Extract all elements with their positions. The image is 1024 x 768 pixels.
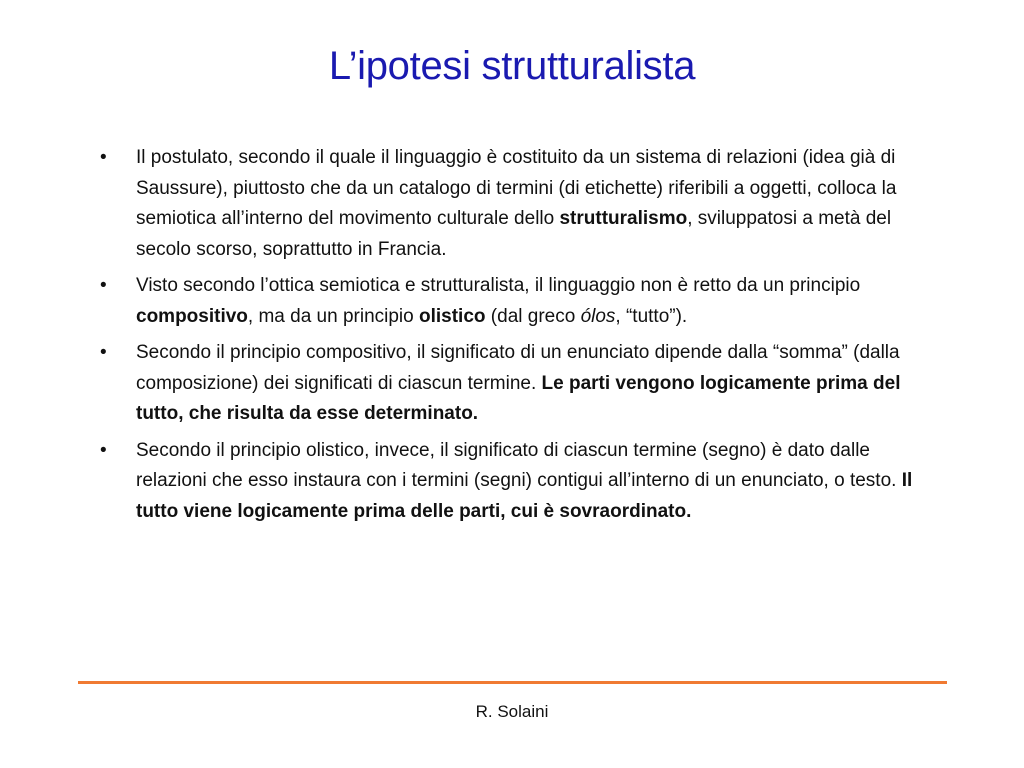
- bullet-dot-icon: •: [100, 147, 107, 168]
- bullet-3-bold-conclusion: Le parti vengono logicamente prima del tutto, che risulta da esse determinato.: [136, 372, 901, 424]
- bullet-2-bold-olistico: olistico: [419, 305, 486, 327]
- footer-author: R. Solaini: [475, 702, 549, 721]
- bullet-2-bold-compositivo: compositivo: [136, 305, 248, 327]
- bullet-dot-icon: •: [100, 342, 107, 363]
- footer-divider: [78, 681, 947, 684]
- bullet-4-bold-conclusion: Il tutto viene logicamente prima delle parti, cui è sovraordinato.: [136, 470, 913, 522]
- slide-title: L’ipotesi strutturalista: [328, 44, 696, 88]
- bullet-1-bold-term: strutturalismo: [559, 208, 688, 229]
- bullet-1-text: Il postulato, secondo il quale il linguaggio è costituito da un sistema di relazioni (idea già di Saussure), piuttosto che da un catalogo di termini (di etichette) riferibili a oggetti, colloca la semiotica all’interno del movimento culturale dello: [136, 147, 897, 229]
- bullet-dot-icon: •: [100, 439, 107, 461]
- bullet-dot-icon: •: [100, 275, 107, 296]
- bullet-list: [100, 143, 920, 533]
- bullet-3-text: Secondo il principio compositivo, il significato di un enunciato dipende dalla “somma” (dalla composizione) dei significati di ciascun termine.: [136, 342, 900, 394]
- bullet-item-3: [100, 338, 920, 430]
- bullet-4-text: Secondo il principio olistico, invece, il significato di ciascun termine (segno) è dato dalle relazioni che esso instaura con i termini (segni) contigui all’interno di un enunciato, o testo.: [136, 439, 902, 491]
- bullet-2-text-end: , “tutto”).: [615, 305, 688, 327]
- bullet-2-text-mid: , ma da un principio: [247, 305, 419, 327]
- bullet-item-1: [100, 143, 920, 265]
- bullet-2-text: Visto secondo l’ottica semiotica e strutturalista, il linguaggio non è retto da un principio: [136, 275, 861, 296]
- bullet-2-italic-olos: ólos: [580, 305, 616, 327]
- bullet-item-4: [100, 436, 920, 528]
- bullet-1-text-end: , sviluppatosi a metà del secolo scorso, soprattutto in Francia.: [136, 208, 892, 260]
- bullet-2-text-greek: (dal greco: [485, 305, 581, 327]
- bullet-item-2: [100, 271, 920, 332]
